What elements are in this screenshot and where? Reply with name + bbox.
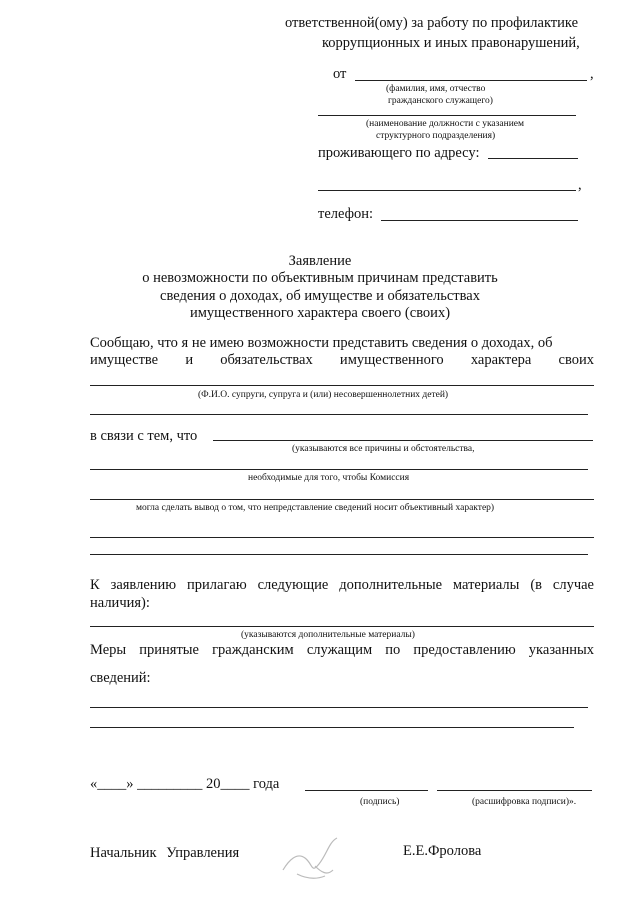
reason-label: в связи с тем, что bbox=[90, 428, 198, 444]
footer-name: Е.Е.Фролова bbox=[403, 843, 482, 859]
title-line-1: Заявление bbox=[288, 253, 352, 269]
date-month-blank[interactable]: _________ bbox=[137, 776, 203, 792]
address-field-2[interactable] bbox=[318, 190, 576, 191]
header-line-1: ответственной(ому) за работу по профилактике bbox=[285, 15, 579, 31]
date-year-prefix: 20 bbox=[206, 776, 221, 792]
reason-field-4[interactable] bbox=[90, 537, 594, 538]
spouse-field-2[interactable] bbox=[90, 414, 588, 415]
date-line bbox=[90, 776, 279, 793]
spouse-hint: (Ф.И.О. супруги, супруга и (или) несовершеннолетних детей) bbox=[198, 390, 449, 400]
spouse-field-1[interactable] bbox=[90, 385, 594, 386]
title-line-3: сведения о доходах, об имуществе и обязательствах bbox=[160, 288, 480, 304]
signature-hint: (подпись) bbox=[360, 797, 400, 807]
date-year-blank[interactable]: ____ bbox=[220, 776, 250, 792]
reason-field-2[interactable] bbox=[90, 469, 588, 470]
date-open-quote: « bbox=[90, 776, 98, 792]
position-field[interactable] bbox=[318, 115, 576, 116]
fio-hint-1: (фамилия, имя, отчество bbox=[386, 84, 486, 94]
reason-field-5[interactable] bbox=[90, 554, 588, 555]
from-comma: , bbox=[590, 66, 594, 82]
position-hint-1: (наименование должности с указанием bbox=[366, 119, 525, 129]
measures-line-2: сведений: bbox=[90, 670, 151, 686]
attach-field[interactable] bbox=[90, 626, 594, 627]
title-line-4: имущественного характера своего (своих) bbox=[189, 305, 451, 321]
header-line-2: коррупционных и иных правонарушений, bbox=[322, 35, 580, 51]
reason-hint-3: могла сделать вывод о том, что непредставление сведений носит объективный характер) bbox=[136, 503, 495, 513]
measures-field-1[interactable] bbox=[90, 707, 588, 708]
para1-line-2: имуществе и обязательствах имущественного характера своих bbox=[90, 352, 594, 368]
position-hint-2: структурного подразделения) bbox=[376, 131, 496, 141]
address-field-1[interactable] bbox=[488, 158, 578, 159]
handwritten-signature bbox=[275, 830, 355, 885]
footer-position: Начальник Управления bbox=[90, 845, 240, 861]
from-label: от bbox=[333, 66, 347, 82]
date-day-blank[interactable]: ____ bbox=[97, 776, 127, 792]
para1-line-1: Сообщаю, что я не имею возможности представить сведения о доходах, об bbox=[90, 335, 553, 351]
address-comma: , bbox=[578, 177, 582, 193]
fio-field[interactable] bbox=[355, 80, 587, 81]
attach-line-1: К заявлению прилагаю следующие дополнительные материалы (в случае bbox=[90, 577, 594, 593]
attach-line-2: наличия): bbox=[90, 595, 150, 611]
title-line-2: о невозможности по объективным причинам представить bbox=[142, 270, 498, 286]
reason-hint-2: необходимые для того, чтобы Комиссия bbox=[248, 473, 410, 483]
signature-field[interactable] bbox=[305, 790, 428, 791]
phone-label: телефон: bbox=[318, 206, 374, 222]
measures-field-2[interactable] bbox=[90, 727, 574, 728]
reason-field-3[interactable] bbox=[90, 499, 594, 500]
phone-field[interactable] bbox=[381, 220, 578, 221]
reason-field-1[interactable] bbox=[213, 440, 593, 441]
fio-hint-2: гражданского служащего) bbox=[388, 96, 493, 106]
decode-hint: (расшифровка подписи)». bbox=[472, 797, 577, 807]
measures-line-1: Меры принятые гражданским служащим по предоставлению указанных bbox=[90, 642, 594, 658]
address-label: проживающего по адресу: bbox=[318, 145, 480, 161]
attach-hint: (указываются дополнительные материалы) bbox=[241, 630, 415, 640]
date-year-suffix: года bbox=[253, 776, 280, 792]
reason-hint-1: (указываются все причины и обстоятельства, bbox=[292, 444, 475, 454]
date-close-quote: » bbox=[126, 776, 134, 792]
signature-decode-field[interactable] bbox=[437, 790, 592, 791]
